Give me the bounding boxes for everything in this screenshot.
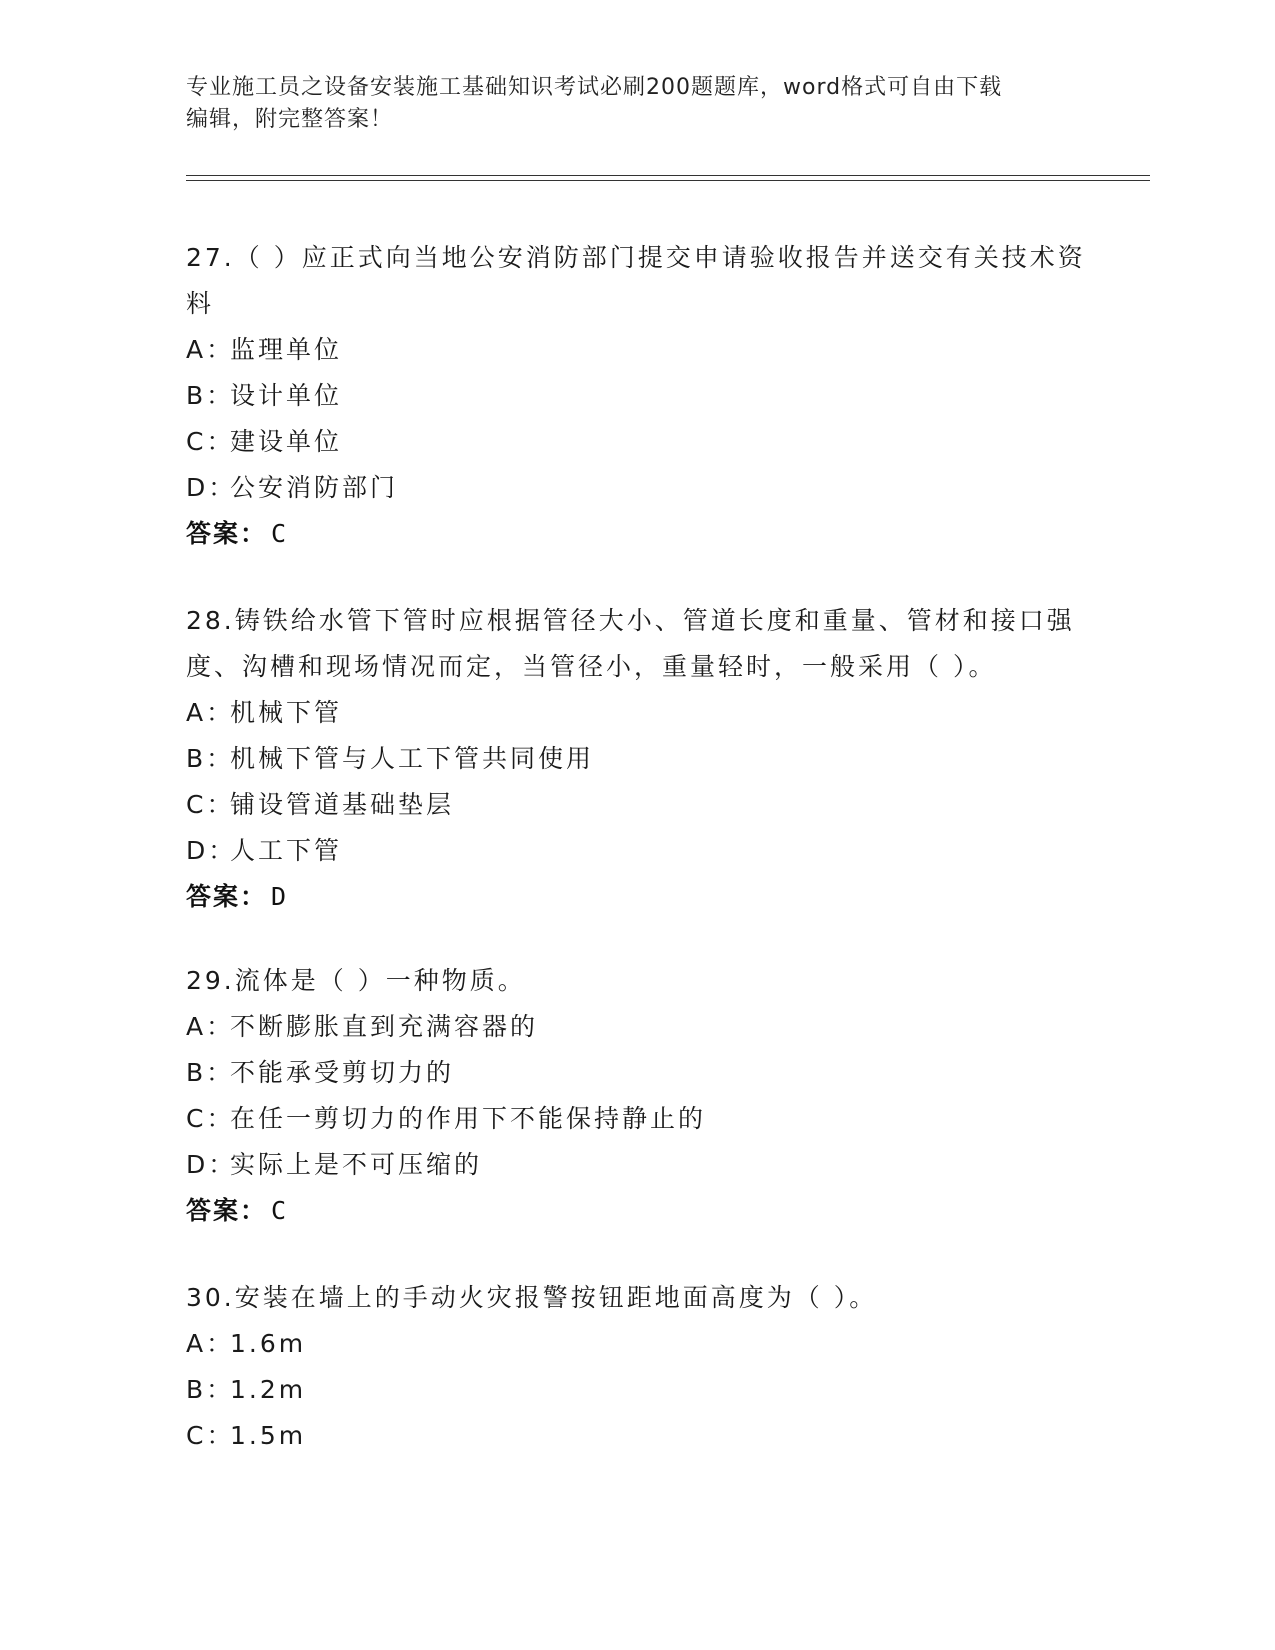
option-text: 机械下管与人工下管共同使用	[230, 744, 595, 773]
option-key: B：	[186, 381, 235, 410]
document-header	[186, 72, 1086, 136]
option-d	[186, 828, 1086, 874]
option-c	[186, 1096, 1086, 1142]
option-key: C：	[186, 790, 235, 819]
option-key: A：	[186, 335, 235, 364]
option-text: 建设单位	[230, 427, 343, 456]
option-c	[186, 782, 1086, 828]
option-key: C：	[186, 1104, 235, 1133]
option-a	[186, 1321, 1086, 1367]
option-b	[186, 1367, 1086, 1413]
option-text: 监理单位	[230, 335, 343, 364]
option-b	[186, 1050, 1086, 1096]
option-text: 铺设管道基础垫层	[230, 790, 455, 819]
answer-line	[186, 1188, 1086, 1234]
option-text: 1.6m	[230, 1329, 307, 1358]
header-divider-top	[186, 175, 1150, 176]
answer-value: C	[271, 519, 287, 548]
option-text: 机械下管	[230, 698, 343, 727]
question-28	[186, 598, 1086, 920]
question-27	[186, 235, 1086, 557]
answer-prefix: 答案：	[186, 1196, 268, 1225]
question-30	[186, 1275, 1086, 1459]
option-d	[186, 465, 1086, 511]
header-line-2: 编辑，附完整答案！	[186, 107, 394, 132]
header-line-1: 专业施工员之设备安装施工基础知识考试必刷200题题库，word格式可自由下载	[186, 75, 1003, 100]
option-c	[186, 419, 1086, 465]
option-a	[186, 1004, 1086, 1050]
option-key: C：	[186, 427, 235, 456]
option-key: B：	[186, 1058, 235, 1087]
option-text: 设计单位	[230, 381, 343, 410]
option-text: 在任一剪切力的作用下不能保持静止的	[230, 1104, 707, 1133]
answer-line	[186, 511, 1086, 557]
option-b	[186, 736, 1086, 782]
option-key: B：	[186, 744, 235, 773]
option-key: A：	[186, 698, 235, 727]
option-key: A：	[186, 1012, 235, 1041]
option-text: 1.2m	[230, 1375, 307, 1404]
answer-line	[186, 874, 1086, 920]
option-text: 1.5m	[230, 1421, 307, 1450]
option-text: 人工下管	[230, 836, 343, 865]
answer-value: C	[271, 1196, 287, 1225]
question-stem: 27.（ ）应正式向当地公安消防部门提交申请验收报告并送交有关技术资料	[186, 243, 1086, 318]
option-text: 不断膨胀直到充满容器的	[230, 1012, 539, 1041]
question-stem: 29.流体是（ ）一种物质。	[186, 966, 526, 995]
option-key: B：	[186, 1375, 235, 1404]
option-text: 实际上是不可压缩的	[230, 1150, 483, 1179]
option-key: D：	[186, 473, 237, 502]
question-stem: 30.安装在墙上的手动火灾报警按钮距地面高度为（ ）。	[186, 1283, 878, 1312]
question-stem: 28.铸铁给水管下管时应根据管径大小、管道长度和重量、管材和接口强度、沟槽和现场情况而定，当管径小，重量轻时，一般采用（ ）。	[186, 606, 1075, 681]
header-divider-bottom	[186, 180, 1150, 181]
option-text: 公安消防部门	[230, 473, 399, 502]
option-d	[186, 1142, 1086, 1188]
answer-prefix: 答案：	[186, 882, 268, 911]
option-text: 不能承受剪切力的	[230, 1058, 455, 1087]
answer-value: D	[271, 882, 287, 911]
option-a	[186, 327, 1086, 373]
option-b	[186, 373, 1086, 419]
question-29	[186, 958, 1086, 1234]
answer-prefix: 答案：	[186, 519, 268, 548]
option-key: A：	[186, 1329, 235, 1358]
option-a	[186, 690, 1086, 736]
option-c	[186, 1413, 1086, 1459]
option-key: C：	[186, 1421, 235, 1450]
option-key: D：	[186, 836, 237, 865]
option-key: D：	[186, 1150, 237, 1179]
